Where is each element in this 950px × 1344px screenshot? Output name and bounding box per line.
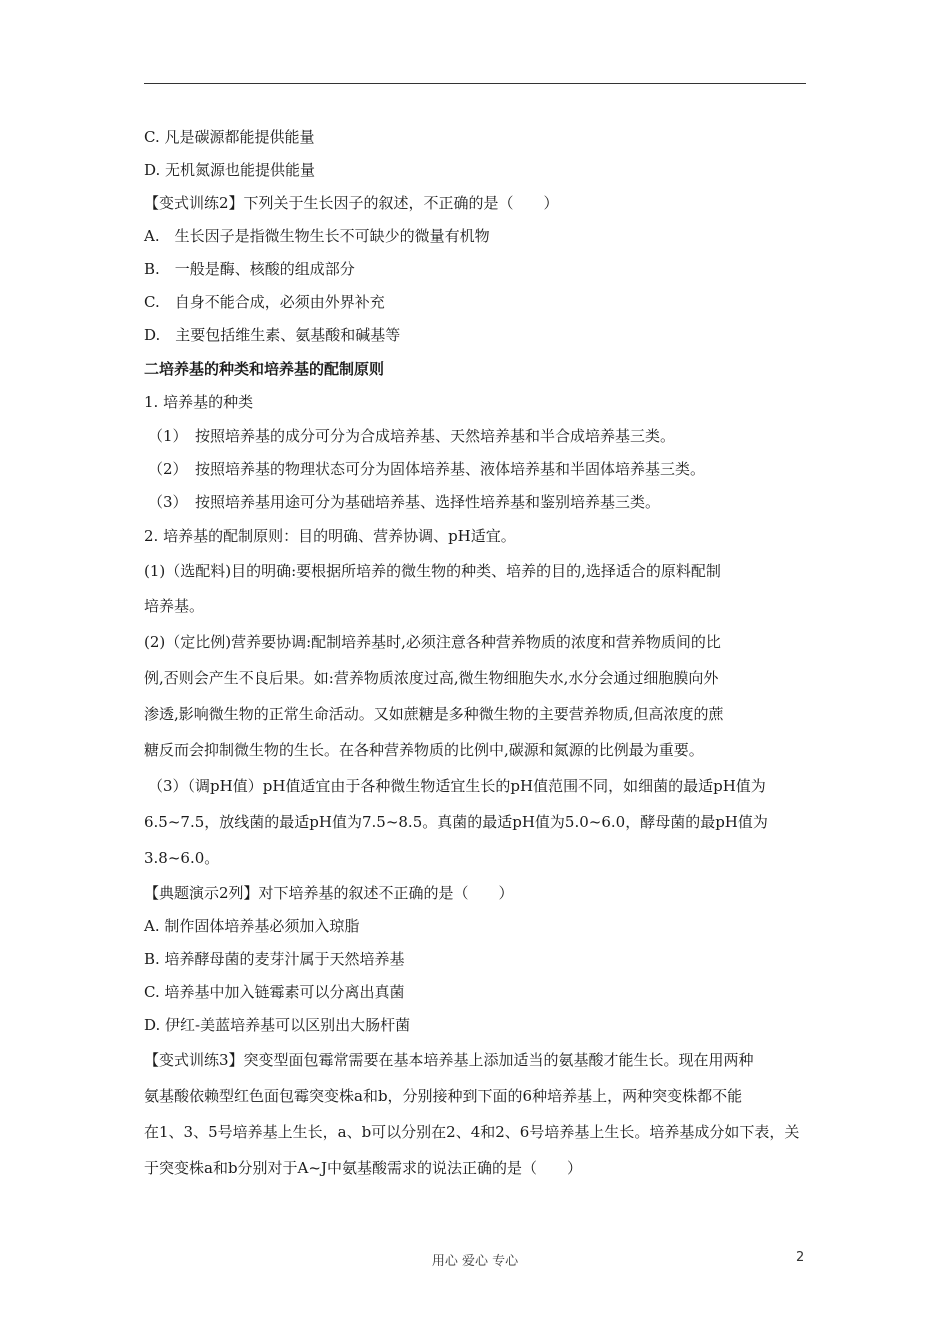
medium-type-1: （1） 按照培养基的成分可分为合成培养基、天然培养基和半合成培养基三类。 (148, 427, 676, 445)
exercise-3-line-3: 在1、3、5号培养基上生长，a、b可以分别在2、4和2、6号培养基上生长。培养基成分如下表，关 (144, 1123, 800, 1141)
example-2-option-b: B. 培养酵母菌的麦芽汁属于天然培养基 (144, 950, 405, 968)
principle-3-line-2: 6.5~7.5，放线菌的最适pH值为7.5~8.5。真菌的最适pH值为5.0~6.0，酵母菌的最pH值为 (144, 813, 768, 831)
footer-motto: 用心 爱心 专心 (431, 1254, 519, 1269)
medium-type-2: （2） 按照培养基的物理状态可分为固体培养基、液体培养基和半固体培养基三类。 (148, 460, 706, 478)
principle-3-line-3: 3.8~6.0。 (144, 849, 220, 867)
exercise-3-line-1: 【变式训练3】突变型面包霉常需要在基本培养基上添加适当的氨基酸才能生长。现在用两种 (144, 1051, 754, 1069)
exercise-2-option-d: D. 主要包括维生素、氨基酸和碱基等 (144, 326, 401, 344)
exercise-3-line-2: 氨基酸依赖型红色面包霉突变株a和b，分别接种到下面的6种培养基上，两种突变株都不能 (144, 1087, 743, 1105)
medium-type-3: （3） 按照培养基用途可分为基础培养基、选择性培养基和鉴别培养基三类。 (148, 493, 661, 511)
section-heading: 二培养基的种类和培养基的配制原则 (144, 360, 385, 378)
subheading-principles: 2. 培养基的配制原则：目的明确、营养协调、pH适宜。 (144, 527, 516, 545)
exercise-3-line-4: 于突变株a和b分别对于A~J中氨基酸需求的说法正确的是（ ） (144, 1159, 582, 1177)
principle-1-line-1: (1)（选配料)目的明确:要根据所培养的微生物的种类、培养的目的,选择适合的原料配制 (144, 562, 721, 580)
example-2-option-c: C. 培养基中加入链霉素可以分离出真菌 (144, 983, 405, 1001)
principle-3-line-1: （3）（调pH值）pH值适宜由于各种微生物适宜生长的pH值范围不同，如细菌的最适pH值为 (148, 777, 766, 795)
option-c-line: C. 凡是碳源都能提供能量 (144, 128, 315, 146)
principle-2-line-2: 例,否则会产生不良后果。如:营养物质浓度过高,微生物细胞失水,水分会通过细胞膜向外 (144, 669, 719, 687)
header-rule (144, 83, 806, 84)
exercise-2-option-a: A. 生长因子是指微生物生长不可缺少的微量有机物 (144, 227, 490, 245)
option-d-line: D. 无机氮源也能提供能量 (144, 161, 316, 179)
example-2-question: 【典题演示2列】对下培养基的叙述不正确的是（ ） (144, 884, 514, 902)
principle-2-line-1: (2)（定比例)营养要协调:配制培养基时,必须注意各种营养物质的浓度和营养物质间的比 (144, 633, 721, 651)
example-2-option-d: D. 伊红-美蓝培养基可以区别出大肠杆菌 (144, 1016, 411, 1034)
example-2-option-a: A. 制作固体培养基必须加入琼脂 (144, 917, 360, 935)
principle-2-line-4: 糖反而会抑制微生物的生长。在各种营养物质的比例中,碳源和氮源的比例最为重要。 (144, 741, 704, 759)
subheading-medium-types: 1. 培养基的种类 (144, 393, 254, 411)
page-number: 2 (796, 1250, 805, 1265)
principle-2-line-3: 渗透,影响微生物的正常生命活动。又如蔗糖是多种微生物的主要营养物质,但高浓度的蔗 (144, 705, 724, 723)
exercise-2-option-b: B. 一般是酶、核酸的组成部分 (144, 260, 355, 278)
principle-1-line-2: 培养基。 (144, 597, 205, 615)
exercise-2-option-c: C. 自身不能合成，必须由外界补充 (144, 293, 385, 311)
exercise-2-question: 【变式训练2】下列关于生长因子的叙述，不正确的是（ ） (144, 194, 559, 212)
